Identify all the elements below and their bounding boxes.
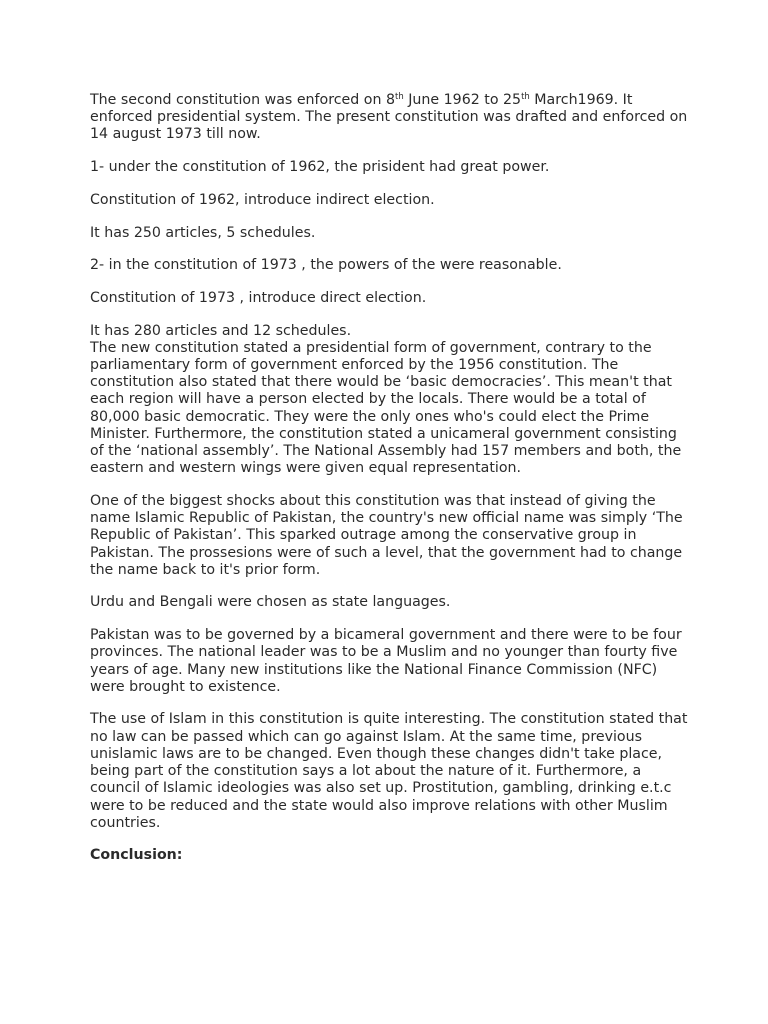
paragraph-presidential-form: The new constitution stated a presidential form of government, contrary to the parliamentary form of government enforced by the 1956 constitution. The constitution also stated that there would be ‘basic democracies’. This mean't that each region will have a person elected by the locals. There would be a total of 80,000 basic democratic. They were the only ones who's could elect the Prime Minister. Furthermore, the constitution stated a unicameral government consisting of the ‘national assembly’. The National Assembly had 157 members and both, the eastern and western wings were given equal representation. — [90, 339, 682, 477]
intro-paragraph: The second constitution was enforced on 8th June 1962 to 25th March1969. It enforced presidential system. The present constitution was drafted and enforced on 14 august 1973 till now. — [90, 92, 688, 143]
point-1973-election: Constitution of 1973 , introduce direct election. — [90, 289, 427, 306]
paragraph-republic-name: One of the biggest shocks about this constitution was that instead of giving the name Islamic Republic of Pakistan, the country's new official name was simply ‘The Republic of Pakistan’. This sparked outrage among the conservative group in Pakistan. The prossesions were of such a level, that the government had to change the name back to it's prior form. — [90, 492, 683, 578]
paragraph-state-languages: Urdu and Bengali were chosen as state languages. — [90, 594, 451, 611]
point-1962-articles: It has 250 articles, 5 schedules. — [90, 224, 316, 241]
point-1973-powers: 2- in the constitution of 1973 , the powers of the were reasonable. — [90, 257, 562, 274]
point-1973-articles: It has 280 articles and 12 schedules. — [90, 322, 352, 339]
document-page — [90, 92, 690, 880]
paragraph-bicameral: Pakistan was to be governed by a bicameral government and there were to be four provinces. The national leader was to be a Muslim and no younger than fourty five years of age. Many new institutions like the National Finance Commission (NFC) were brought to existence. — [90, 627, 682, 695]
point-1962-power: 1- under the constitution of 1962, the prisident had great power. — [90, 159, 550, 176]
conclusion-heading: Conclusion: — [90, 847, 183, 864]
paragraph-islam: The use of Islam in this constitution is quite interesting. The constitution stated that no law can be passed which can go against Islam. At the same time, previous unislamic laws are to be changed. Even though these changes didn't take place, being part of the constitution says a lot about the nature of it. Furthermore, a council of Islamic ideologies was also set up. Prostitution, gambling, drinking e.t.c were to be reduced and the state would also improve relations with other Muslim countries. — [90, 711, 688, 831]
point-1962-election: Constitution of 1962, introduce indirect election. — [90, 191, 435, 208]
